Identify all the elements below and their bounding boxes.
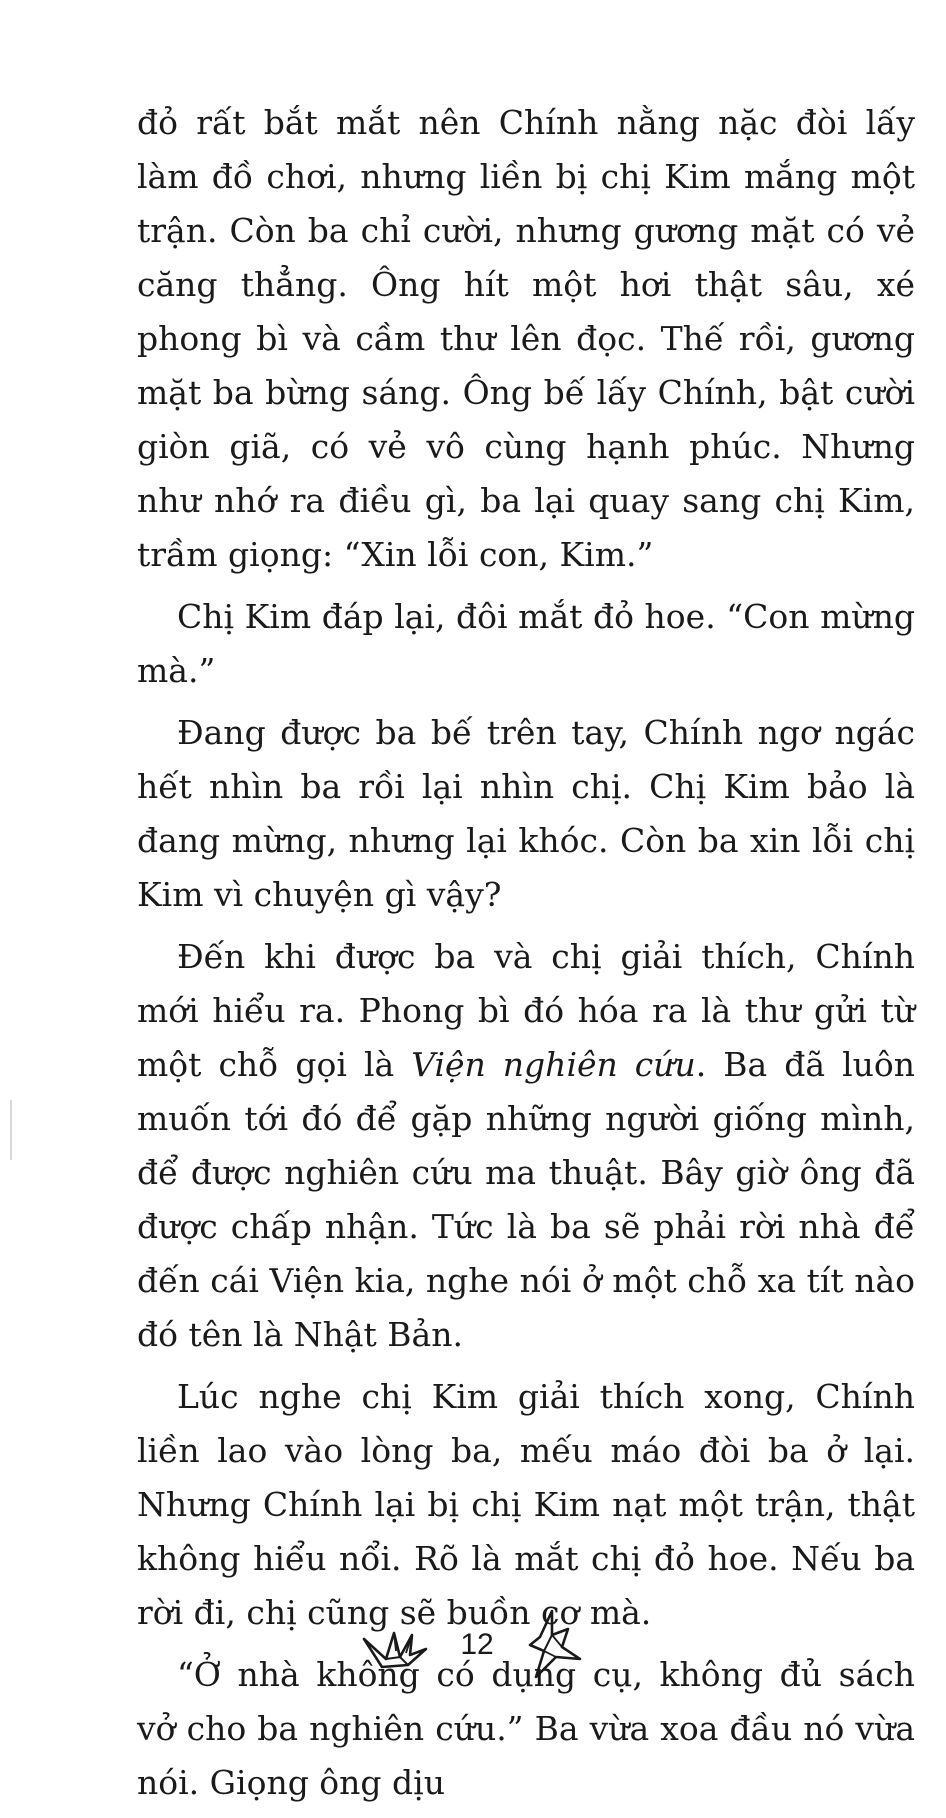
- paragraph-p3: [137, 706, 915, 922]
- paragraph-p4: [137, 930, 915, 1362]
- paragraph-p5: [137, 1370, 915, 1640]
- paragraph-text: Đang được ba bế trên tay, Chính ngơ ngác hết nhìn ba rồi lại nhìn chị. Chị Kim bảo là đang mừng, nhưng lại khóc. Còn ba xin lỗi chị Kim vì chuyện gì vậy?: [137, 713, 915, 914]
- paragraph-p2: [137, 590, 915, 698]
- paper-crane-right-icon: [522, 1607, 586, 1683]
- italic-term: Viện nghiên cứu: [411, 1045, 696, 1084]
- paragraph-text: Đến khi được ba và chị giải thích, Chính mới hiểu ra. Phong bì đó hóa ra là thư gửi từ một chỗ gọi là: [137, 937, 915, 1084]
- paper-crane-left-icon: [360, 1615, 432, 1675]
- page-number: 12: [460, 1628, 494, 1661]
- scan-margin-mark: [10, 1100, 12, 1160]
- paragraph-text: “Ở nhà không có dụng cụ, không đủ sách vở cho ba nghiên cứu.” Ba vừa xoa đầu nó vừa nói. Giọng ông dịu: [137, 1655, 915, 1802]
- paragraph-text: Chị Kim đáp lại, đôi mắt đỏ hoe. “Con mừng mà.”: [137, 597, 915, 690]
- paragraph-text: . Ba đã luôn muốn tới đó để gặp những người giống mình, để được nghiên cứu ma thuật. Bây giờ ông đã được chấp nhận. Tức là ba sẽ phải rời nhà để đến cái Viện kia, nghe nói ở một chỗ xa tít nào đó tên là Nhật Bản.: [137, 1045, 915, 1354]
- paragraph-p1: [137, 96, 915, 582]
- page-body: [137, 96, 915, 1818]
- paragraph-text: đỏ rất bắt mắt nên Chính nằng nặc đòi lấy làm đồ chơi, nhưng liền bị chị Kim mắng một trận. Còn ba chỉ cười, nhưng gương mặt có vẻ căng thẳng. Ông hít một hơi thật sâu, xé phong bì và cầm thư lên đọc. Thế rồi, gương mặt ba bừng sáng. Ông bế lấy Chính, bật cười giòn giã, có vẻ vô cùng hạnh phúc. Nhưng như nhớ ra điều gì, ba lại quay sang chị Kim, trầm giọng: “Xin lỗi con, Kim.”: [137, 103, 915, 574]
- page-footer: [0, 1605, 946, 1685]
- paragraph-text: Lúc nghe chị Kim giải thích xong, Chính liền lao vào lòng ba, mếu máo đòi ba ở lại. Nhưng Chính lại bị chị Kim nạt một trận, thật không hiểu nổi. Rõ là mắt chị đỏ hoe. Nếu ba rời đi, chị cũng sẽ buồn cơ mà.: [137, 1377, 915, 1632]
